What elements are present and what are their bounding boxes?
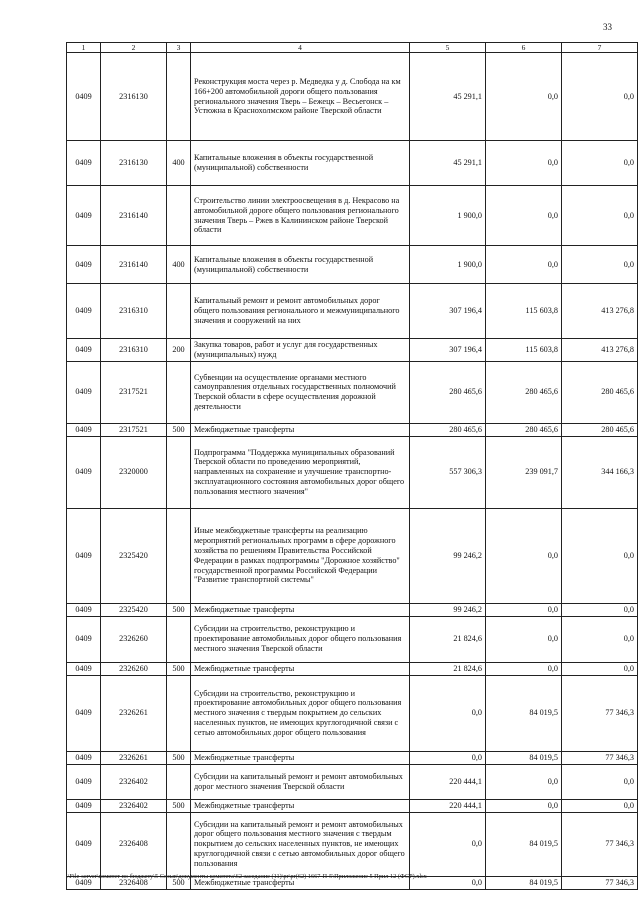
amount-cell-col5: 45 291,1 <box>410 141 486 186</box>
amount-cell-col5: 307 196,4 <box>410 284 486 339</box>
name-cell: Субсидии на капитальный ремонт и ремонт автомобильных дорог местного значения Тверской области <box>191 764 410 799</box>
section-cell: 0409 <box>67 361 101 423</box>
amount-cell-col7: 77 346,3 <box>562 675 638 751</box>
article-cell: 2326402 <box>101 764 167 799</box>
section-cell: 0409 <box>67 53 101 141</box>
name-cell: Закупка товаров, работ и услуг для государственных (муниципальных) нужд <box>191 339 410 362</box>
section-cell: 0409 <box>67 603 101 616</box>
amount-cell-col5: 45 291,1 <box>410 53 486 141</box>
amount-cell-col5: 1 900,0 <box>410 186 486 246</box>
article-cell: 2316140 <box>101 246 167 284</box>
table-row <box>67 508 638 603</box>
article-cell: 2326408 <box>101 812 167 876</box>
article-cell: 2326260 <box>101 616 167 662</box>
name-cell: Субсидии на капитальный ремонт и ремонт автомобильных дорог общего пользования местного значения с твердым покрытием до сельских населенных пунктов, не имеющих круглогодичной связи с сетью автомобильных дорог общего пользования <box>191 812 410 876</box>
section-cell: 0409 <box>67 508 101 603</box>
column-header: 2 <box>101 43 167 53</box>
amount-cell-col7: 0,0 <box>562 603 638 616</box>
table-row <box>67 799 638 812</box>
column-header: 1 <box>67 43 101 53</box>
amount-cell-col6: 0,0 <box>486 799 562 812</box>
name-cell: Подпрограмма "Поддержка муниципальных образований Тверской области по проведению мероприятий, направленных на сохранение и улучшение транспортно-эксплуатационного состояния автомобильных дорог общего пользования местного значения" <box>191 436 410 508</box>
name-cell: Реконструкция моста через р. Медведка у д. Слобода на км 166+200 автомобильной дороги общего пользования регионального значения Тверь – Бежецк – Весьегонск – Устюжна в Краснохолмском районе Тверской области <box>191 53 410 141</box>
amount-cell-col6: 0,0 <box>486 616 562 662</box>
expense-type-cell: 500 <box>167 662 191 675</box>
article-cell: 2326261 <box>101 751 167 764</box>
expense-type-cell <box>167 436 191 508</box>
amount-cell-col5: 307 196,4 <box>410 339 486 362</box>
column-header: 6 <box>486 43 562 53</box>
name-cell: Капитальный ремонт и ремонт автомобильных дорог общего пользования регионального и межмуниципального значения и сооружений на них <box>191 284 410 339</box>
column-header: 4 <box>191 43 410 53</box>
amount-cell-col7: 77 346,3 <box>562 751 638 764</box>
table-row <box>67 361 638 423</box>
table-row <box>67 751 638 764</box>
name-cell: Капитальные вложения в объекты государственной (муниципальной) собственности <box>191 246 410 284</box>
amount-cell-col5: 1 900,0 <box>410 246 486 284</box>
amount-cell-col5: 0,0 <box>410 876 486 889</box>
name-cell: Иные межбюджетные трансферты на реализацию мероприятий региональных программ в сфере дорожного хозяйства по решениям Правительства Российской Федерации в рамках подпрограммы "Дорожное хозяйство" государственной программы Российской Федерации "Развитие транспортной системы" <box>191 508 410 603</box>
amount-cell-col6: 0,0 <box>486 508 562 603</box>
amount-cell-col6: 0,0 <box>486 186 562 246</box>
amount-cell-col6: 115 603,8 <box>486 284 562 339</box>
amount-cell-col5: 99 246,2 <box>410 508 486 603</box>
amount-cell-col7: 280 465,6 <box>562 361 638 423</box>
article-cell: 2326260 <box>101 662 167 675</box>
amount-cell-col5: 280 465,6 <box>410 423 486 436</box>
article-cell: 2316130 <box>101 141 167 186</box>
amount-cell-col5: 220 444,1 <box>410 799 486 812</box>
page-number: 33 <box>603 22 612 32</box>
footer-file-path: \\File-server\комитет по бюджету\5 Созыв\документы комитета\62 заседание (11)\pr\pr(62) 1667-П-5\Приложение 5 Прил 12 (ФСР).xlsx <box>66 873 427 880</box>
name-cell: Строительство линии электроосвещения в д. Некрасово на автомобильной дороге общего пользования регионального значения Тверь – Ржев в Калининском районе Тверской области <box>191 186 410 246</box>
section-cell: 0409 <box>67 764 101 799</box>
amount-cell-col6: 84 019,5 <box>486 812 562 876</box>
column-header: 3 <box>167 43 191 53</box>
amount-cell-col7: 77 346,3 <box>562 876 638 889</box>
article-cell: 2320000 <box>101 436 167 508</box>
expense-type-cell <box>167 616 191 662</box>
expense-type-cell: 400 <box>167 246 191 284</box>
amount-cell-col5: 99 246,2 <box>410 603 486 616</box>
expense-type-cell: 400 <box>167 141 191 186</box>
amount-cell-col7: 0,0 <box>562 246 638 284</box>
name-cell: Межбюджетные трансферты <box>191 751 410 764</box>
amount-cell-col5: 0,0 <box>410 675 486 751</box>
amount-cell-col7: 0,0 <box>562 616 638 662</box>
section-cell: 0409 <box>67 662 101 675</box>
expense-type-cell <box>167 361 191 423</box>
amount-cell-col7: 0,0 <box>562 141 638 186</box>
amount-cell-col6: 0,0 <box>486 141 562 186</box>
amount-cell-col6: 0,0 <box>486 764 562 799</box>
article-cell: 2316130 <box>101 53 167 141</box>
amount-cell-col5: 220 444,1 <box>410 764 486 799</box>
section-cell: 0409 <box>67 186 101 246</box>
article-cell: 2325420 <box>101 603 167 616</box>
table-body <box>67 53 638 890</box>
name-cell: Капитальные вложения в объекты государственной (муниципальной) собственности <box>191 141 410 186</box>
section-cell: 0409 <box>67 812 101 876</box>
amount-cell-col6: 280 465,6 <box>486 361 562 423</box>
expense-type-cell: 500 <box>167 603 191 616</box>
name-cell: Субсидии на строительство, реконструкцию и проектирование автомобильных дорог общего пользования местного значения Тверской области <box>191 616 410 662</box>
amount-cell-col6: 0,0 <box>486 603 562 616</box>
table-row <box>67 141 638 186</box>
article-cell: 2325420 <box>101 508 167 603</box>
expense-type-cell: 500 <box>167 799 191 812</box>
expense-type-cell <box>167 53 191 141</box>
table-row <box>67 436 638 508</box>
expense-type-cell: 500 <box>167 876 191 889</box>
amount-cell-col6: 0,0 <box>486 662 562 675</box>
article-cell: 2317521 <box>101 361 167 423</box>
section-cell: 0409 <box>67 436 101 508</box>
amount-cell-col5: 21 824,6 <box>410 662 486 675</box>
name-cell: Межбюджетные трансферты <box>191 876 410 889</box>
expense-type-cell <box>167 764 191 799</box>
section-cell: 0409 <box>67 751 101 764</box>
amount-cell-col5: 0,0 <box>410 751 486 764</box>
table-row <box>67 662 638 675</box>
column-header: 7 <box>562 43 638 53</box>
amount-cell-col6: 0,0 <box>486 246 562 284</box>
name-cell: Межбюджетные трансферты <box>191 603 410 616</box>
amount-cell-col7: 0,0 <box>562 799 638 812</box>
amount-cell-col7: 0,0 <box>562 764 638 799</box>
amount-cell-col7: 413 276,8 <box>562 339 638 362</box>
amount-cell-col5: 0,0 <box>410 812 486 876</box>
article-cell: 2317521 <box>101 423 167 436</box>
name-cell: Субвенции на осуществление органами местного самоуправления отдельных государственных полномочий Тверской области в сфере осуществления дорожной деятельности <box>191 361 410 423</box>
section-cell: 0409 <box>67 876 101 889</box>
section-cell: 0409 <box>67 284 101 339</box>
amount-cell-col6: 115 603,8 <box>486 339 562 362</box>
amount-cell-col5: 557 306,3 <box>410 436 486 508</box>
article-cell: 2326408 <box>101 876 167 889</box>
amount-cell-col7: 344 166,3 <box>562 436 638 508</box>
amount-cell-col7: 0,0 <box>562 53 638 141</box>
amount-cell-col7: 0,0 <box>562 186 638 246</box>
table-row <box>67 186 638 246</box>
expense-type-cell <box>167 508 191 603</box>
expense-type-cell <box>167 186 191 246</box>
amount-cell-col6: 0,0 <box>486 53 562 141</box>
article-cell: 2316310 <box>101 339 167 362</box>
amount-cell-col6: 280 465,6 <box>486 423 562 436</box>
table-row <box>67 284 638 339</box>
article-cell: 2316140 <box>101 186 167 246</box>
expense-type-cell <box>167 675 191 751</box>
table-row <box>67 423 638 436</box>
amount-cell-col5: 280 465,6 <box>410 361 486 423</box>
article-cell: 2316310 <box>101 284 167 339</box>
amount-cell-col6: 84 019,5 <box>486 675 562 751</box>
section-cell: 0409 <box>67 141 101 186</box>
amount-cell-col7: 280 465,6 <box>562 423 638 436</box>
table-row <box>67 246 638 284</box>
name-cell: Субсидии на строительство, реконструкцию и проектирование автомобильных дорог общего пользования местного значения с твердым покрытием до сельских населенных пунктов, не имеющих круглогодичной связи с сетью автомобильных дорог общего пользования <box>191 675 410 751</box>
article-cell: 2326261 <box>101 675 167 751</box>
column-number-row <box>67 43 638 53</box>
column-header: 5 <box>410 43 486 53</box>
section-cell: 0409 <box>67 339 101 362</box>
expense-type-cell: 500 <box>167 423 191 436</box>
table-row <box>67 675 638 751</box>
amount-cell-col6: 84 019,5 <box>486 751 562 764</box>
section-cell: 0409 <box>67 799 101 812</box>
budget-table <box>66 42 638 890</box>
table-row <box>67 616 638 662</box>
table-row <box>67 764 638 799</box>
name-cell: Межбюджетные трансферты <box>191 423 410 436</box>
section-cell: 0409 <box>67 246 101 284</box>
amount-cell-col7: 413 276,8 <box>562 284 638 339</box>
expense-type-cell: 200 <box>167 339 191 362</box>
name-cell: Межбюджетные трансферты <box>191 799 410 812</box>
name-cell: Межбюджетные трансферты <box>191 662 410 675</box>
expense-type-cell: 500 <box>167 751 191 764</box>
article-cell: 2326402 <box>101 799 167 812</box>
section-cell: 0409 <box>67 616 101 662</box>
amount-cell-col6: 84 019,5 <box>486 876 562 889</box>
amount-cell-col6: 239 091,7 <box>486 436 562 508</box>
amount-cell-col5: 21 824,6 <box>410 616 486 662</box>
amount-cell-col7: 77 346,3 <box>562 812 638 876</box>
table-row <box>67 339 638 362</box>
amount-cell-col7: 0,0 <box>562 662 638 675</box>
expense-type-cell <box>167 284 191 339</box>
table-row <box>67 812 638 876</box>
table-row <box>67 603 638 616</box>
section-cell: 0409 <box>67 423 101 436</box>
expense-type-cell <box>167 812 191 876</box>
amount-cell-col7: 0,0 <box>562 508 638 603</box>
table-row <box>67 53 638 141</box>
section-cell: 0409 <box>67 675 101 751</box>
